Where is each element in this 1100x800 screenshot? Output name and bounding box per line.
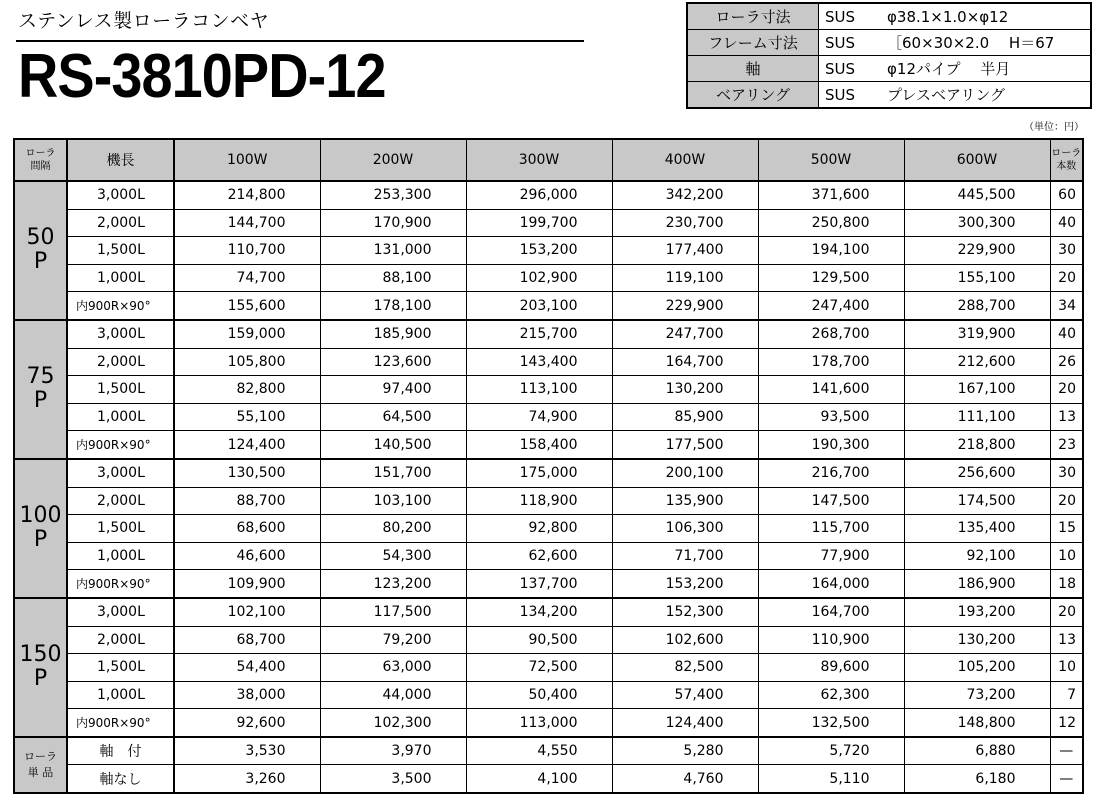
price-cell: 92,100 <box>904 542 1050 570</box>
pitch-unit: P <box>33 666 48 692</box>
length-cell: 1,500L <box>67 515 174 543</box>
price-cell: 186,900 <box>904 570 1050 598</box>
price-cell: 229,900 <box>904 237 1050 265</box>
length-cell: 内900R×90° <box>67 292 174 320</box>
roller-count: 7 <box>1050 681 1083 709</box>
price-cell: 153,200 <box>612 570 758 598</box>
roller-count: 13 <box>1050 403 1083 431</box>
price-cell: 229,900 <box>612 292 758 320</box>
price-row <box>14 292 1083 320</box>
price-cell: 212,600 <box>904 348 1050 376</box>
price-cell: 62,600 <box>466 542 612 570</box>
header-400w: 400W <box>612 139 758 181</box>
roller-count: 26 <box>1050 348 1083 376</box>
price-row <box>14 209 1083 237</box>
header-pitch-line2: 間隔 <box>30 161 51 172</box>
price-cell: 111,100 <box>904 403 1050 431</box>
length-cell: 1,000L <box>67 403 174 431</box>
price-cell: 105,800 <box>174 348 320 376</box>
pitch-unit: P <box>33 249 48 275</box>
pitch-value: 50 <box>26 225 55 251</box>
length-cell: 内900R×90° <box>67 570 174 598</box>
price-cell: 218,800 <box>904 431 1050 459</box>
price-cell: 54,300 <box>320 542 466 570</box>
roller-count: — <box>1050 737 1083 765</box>
price-cell: 92,800 <box>466 515 612 543</box>
price-cell: 73,200 <box>904 681 1050 709</box>
header-pitch-line1: ローラ <box>25 148 56 159</box>
price-cell: 88,100 <box>320 264 466 292</box>
price-cell: 147,500 <box>758 487 904 515</box>
length-cell: 1,000L <box>67 542 174 570</box>
roller-count: 10 <box>1050 542 1083 570</box>
price-cell: 342,200 <box>612 181 758 209</box>
price-cell: 63,000 <box>320 654 466 682</box>
price-row <box>14 765 1083 793</box>
price-cell: 110,700 <box>174 237 320 265</box>
price-cell: 170,900 <box>320 209 466 237</box>
price-cell: 4,100 <box>466 765 612 793</box>
length-cell: 2,000L <box>67 626 174 654</box>
price-cell: 5,280 <box>612 737 758 765</box>
price-row <box>14 181 1083 209</box>
spec-value: プレスベアリング <box>881 82 1091 109</box>
price-cell: 177,500 <box>612 431 758 459</box>
price-cell: 115,700 <box>758 515 904 543</box>
spec-label: フレーム寸法 <box>687 30 819 56</box>
price-cell: 250,800 <box>758 209 904 237</box>
length-cell: 2,000L <box>67 487 174 515</box>
price-cell: 130,500 <box>174 459 320 487</box>
price-cell: 177,400 <box>612 237 758 265</box>
price-row <box>14 487 1083 515</box>
roller-count: 20 <box>1050 264 1083 292</box>
price-cell: 80,200 <box>320 515 466 543</box>
price-cell: 57,400 <box>612 681 758 709</box>
length-cell: 1,500L <box>67 376 174 404</box>
length-cell: 2,000L <box>67 348 174 376</box>
price-cell: 174,500 <box>904 487 1050 515</box>
price-cell: 102,300 <box>320 709 466 737</box>
price-row <box>14 376 1083 404</box>
price-cell: 102,100 <box>174 598 320 626</box>
price-cell: 144,700 <box>174 209 320 237</box>
price-cell: 175,000 <box>466 459 612 487</box>
roller-count: 20 <box>1050 376 1083 404</box>
price-cell: 164,000 <box>758 570 904 598</box>
price-cell: 131,000 <box>320 237 466 265</box>
price-cell: 164,700 <box>758 598 904 626</box>
price-row <box>14 737 1083 765</box>
price-cell: 134,200 <box>466 598 612 626</box>
spec-label: 軸 <box>687 56 819 82</box>
price-row <box>14 626 1083 654</box>
price-cell: 158,400 <box>466 431 612 459</box>
price-cell: 64,500 <box>320 403 466 431</box>
header-pitch <box>14 139 67 181</box>
roller-count: — <box>1050 765 1083 793</box>
price-cell: 92,600 <box>174 709 320 737</box>
roller-count: 30 <box>1050 459 1083 487</box>
price-cell: 102,600 <box>612 626 758 654</box>
price-cell: 82,500 <box>612 654 758 682</box>
price-table <box>13 138 1084 794</box>
spec-material: SUS <box>819 30 882 56</box>
pitch-unit: P <box>33 388 48 414</box>
price-cell: 124,400 <box>612 709 758 737</box>
price-cell: 97,400 <box>320 376 466 404</box>
pitch-label <box>14 320 67 459</box>
header-300w: 300W <box>466 139 612 181</box>
roller-count: 18 <box>1050 570 1083 598</box>
pitch-label <box>14 459 67 598</box>
length-cell: 3,000L <box>67 459 174 487</box>
price-cell: 44,000 <box>320 681 466 709</box>
price-cell: 124,400 <box>174 431 320 459</box>
price-cell: 256,600 <box>904 459 1050 487</box>
roller-count: 20 <box>1050 598 1083 626</box>
price-cell: 4,550 <box>466 737 612 765</box>
price-cell: 103,100 <box>320 487 466 515</box>
length-cell: 1,500L <box>67 237 174 265</box>
single-roller-label <box>14 737 67 793</box>
price-cell: 135,400 <box>904 515 1050 543</box>
price-cell: 110,900 <box>758 626 904 654</box>
price-cell: 71,700 <box>612 542 758 570</box>
header-roller-count <box>1050 139 1083 181</box>
roller-count: 30 <box>1050 237 1083 265</box>
header-600w: 600W <box>904 139 1050 181</box>
price-cell: 193,200 <box>904 598 1050 626</box>
price-cell: 123,600 <box>320 348 466 376</box>
roller-count: 34 <box>1050 292 1083 320</box>
roller-count: 10 <box>1050 654 1083 682</box>
length-cell: 3,000L <box>67 181 174 209</box>
pitch-label <box>14 598 67 737</box>
price-cell: 3,500 <box>320 765 466 793</box>
header-row <box>14 139 1083 181</box>
price-cell: 296,000 <box>466 181 612 209</box>
roller-count: 12 <box>1050 709 1083 737</box>
roller-count: 13 <box>1050 626 1083 654</box>
price-cell: 319,900 <box>904 320 1050 348</box>
price-cell: 90,500 <box>466 626 612 654</box>
price-cell: 247,700 <box>612 320 758 348</box>
length-cell: 3,000L <box>67 320 174 348</box>
price-cell: 3,530 <box>174 737 320 765</box>
price-cell: 130,200 <box>612 376 758 404</box>
price-cell: 68,700 <box>174 626 320 654</box>
price-cell: 123,200 <box>320 570 466 598</box>
price-cell: 152,300 <box>612 598 758 626</box>
length-cell: 1,000L <box>67 681 174 709</box>
spec-value: φ38.1×1.0×φ12 <box>881 3 1091 30</box>
price-cell: 178,700 <box>758 348 904 376</box>
price-cell: 300,300 <box>904 209 1050 237</box>
price-cell: 5,110 <box>758 765 904 793</box>
price-cell: 153,200 <box>466 237 612 265</box>
price-cell: 3,970 <box>320 737 466 765</box>
price-row <box>14 654 1083 682</box>
price-cell: 445,500 <box>904 181 1050 209</box>
price-cell: 132,500 <box>758 709 904 737</box>
length-cell: 1,000L <box>67 264 174 292</box>
price-cell: 102,900 <box>466 264 612 292</box>
price-cell: 148,800 <box>904 709 1050 737</box>
price-row <box>14 570 1083 598</box>
model-number: RS-3810PD-12 <box>18 42 386 111</box>
header-count-line2: 本数 <box>1056 161 1077 172</box>
length-cell: 3,000L <box>67 598 174 626</box>
price-cell: 88,700 <box>174 487 320 515</box>
price-row <box>14 459 1083 487</box>
price-cell: 164,700 <box>612 348 758 376</box>
length-cell: 軸なし <box>67 765 174 793</box>
spec-value: φ12パイプ 半月 <box>881 56 1091 82</box>
price-cell: 215,700 <box>466 320 612 348</box>
roller-count: 20 <box>1050 487 1083 515</box>
price-row <box>14 348 1083 376</box>
price-cell: 199,700 <box>466 209 612 237</box>
spec-label: ローラ寸法 <box>687 3 819 30</box>
price-cell: 79,200 <box>320 626 466 654</box>
spec-row <box>687 82 1091 109</box>
price-cell: 151,700 <box>320 459 466 487</box>
price-cell: 155,600 <box>174 292 320 320</box>
price-cell: 113,000 <box>466 709 612 737</box>
price-cell: 105,200 <box>904 654 1050 682</box>
price-cell: 89,600 <box>758 654 904 682</box>
header-500w: 500W <box>758 139 904 181</box>
price-cell: 190,300 <box>758 431 904 459</box>
header-count-line1: ローラ <box>1051 148 1082 159</box>
spec-label: ベアリング <box>687 82 819 109</box>
price-row <box>14 320 1083 348</box>
pitch-value: 150 <box>19 642 62 668</box>
price-cell: 4,760 <box>612 765 758 793</box>
price-row <box>14 515 1083 543</box>
single-label-line1: ローラ <box>24 749 57 763</box>
product-subtitle: ステンレス製ローラコンベヤ <box>18 10 270 32</box>
price-cell: 68,600 <box>174 515 320 543</box>
price-cell: 143,400 <box>466 348 612 376</box>
price-cell: 129,500 <box>758 264 904 292</box>
price-cell: 135,900 <box>612 487 758 515</box>
price-cell: 74,700 <box>174 264 320 292</box>
price-cell: 54,400 <box>174 654 320 682</box>
spec-row <box>687 3 1091 30</box>
price-row <box>14 709 1083 737</box>
price-cell: 3,260 <box>174 765 320 793</box>
price-cell: 5,720 <box>758 737 904 765</box>
price-cell: 230,700 <box>612 209 758 237</box>
price-row <box>14 264 1083 292</box>
spec-row <box>687 56 1091 82</box>
header-100w: 100W <box>174 139 320 181</box>
price-cell: 85,900 <box>612 403 758 431</box>
header-200w: 200W <box>320 139 466 181</box>
price-cell: 155,100 <box>904 264 1050 292</box>
price-row <box>14 598 1083 626</box>
length-cell: 内900R×90° <box>67 431 174 459</box>
price-cell: 72,500 <box>466 654 612 682</box>
header-length: 機長 <box>67 139 174 181</box>
price-cell: 62,300 <box>758 681 904 709</box>
spec-material: SUS <box>819 3 882 30</box>
price-cell: 216,700 <box>758 459 904 487</box>
price-cell: 130,200 <box>904 626 1050 654</box>
pitch-value: 75 <box>26 364 55 390</box>
price-cell: 93,500 <box>758 403 904 431</box>
pitch-label <box>14 181 67 320</box>
price-cell: 214,800 <box>174 181 320 209</box>
price-cell: 253,300 <box>320 181 466 209</box>
price-row <box>14 237 1083 265</box>
price-cell: 159,000 <box>174 320 320 348</box>
price-cell: 141,600 <box>758 376 904 404</box>
spec-table <box>686 2 1092 109</box>
roller-count: 40 <box>1050 320 1083 348</box>
price-row <box>14 681 1083 709</box>
price-cell: 268,700 <box>758 320 904 348</box>
price-cell: 288,700 <box>904 292 1050 320</box>
price-cell: 82,800 <box>174 376 320 404</box>
price-cell: 46,600 <box>174 542 320 570</box>
price-cell: 74,900 <box>466 403 612 431</box>
length-cell: 1,500L <box>67 654 174 682</box>
price-cell: 185,900 <box>320 320 466 348</box>
price-cell: 117,500 <box>320 598 466 626</box>
price-cell: 119,100 <box>612 264 758 292</box>
price-cell: 371,600 <box>758 181 904 209</box>
roller-count: 23 <box>1050 431 1083 459</box>
unit-note: （単位：円） <box>1024 122 1084 133</box>
price-row <box>14 542 1083 570</box>
spec-row <box>687 30 1091 56</box>
length-cell: 内900R×90° <box>67 709 174 737</box>
length-cell: 軸 付 <box>67 737 174 765</box>
price-cell: 140,500 <box>320 431 466 459</box>
price-cell: 38,000 <box>174 681 320 709</box>
price-cell: 167,100 <box>904 376 1050 404</box>
price-cell: 50,400 <box>466 681 612 709</box>
pitch-value: 100 <box>19 503 62 529</box>
spec-value: ［60×30×2.0 H＝67 <box>881 30 1091 56</box>
price-cell: 106,300 <box>612 515 758 543</box>
price-cell: 113,100 <box>466 376 612 404</box>
price-row <box>14 403 1083 431</box>
price-cell: 203,100 <box>466 292 612 320</box>
price-cell: 247,400 <box>758 292 904 320</box>
price-cell: 137,700 <box>466 570 612 598</box>
price-cell: 194,100 <box>758 237 904 265</box>
price-row <box>14 431 1083 459</box>
spec-material: SUS <box>819 56 882 82</box>
roller-count: 60 <box>1050 181 1083 209</box>
price-cell: 178,100 <box>320 292 466 320</box>
spec-material: SUS <box>819 82 882 109</box>
price-cell: 118,900 <box>466 487 612 515</box>
price-cell: 200,100 <box>612 459 758 487</box>
price-cell: 6,880 <box>904 737 1050 765</box>
pitch-unit: P <box>33 527 48 553</box>
price-cell: 77,900 <box>758 542 904 570</box>
single-label-line2: 単 品 <box>27 765 54 779</box>
roller-count: 15 <box>1050 515 1083 543</box>
price-cell: 109,900 <box>174 570 320 598</box>
price-cell: 55,100 <box>174 403 320 431</box>
price-cell: 6,180 <box>904 765 1050 793</box>
length-cell: 2,000L <box>67 209 174 237</box>
roller-count: 40 <box>1050 209 1083 237</box>
